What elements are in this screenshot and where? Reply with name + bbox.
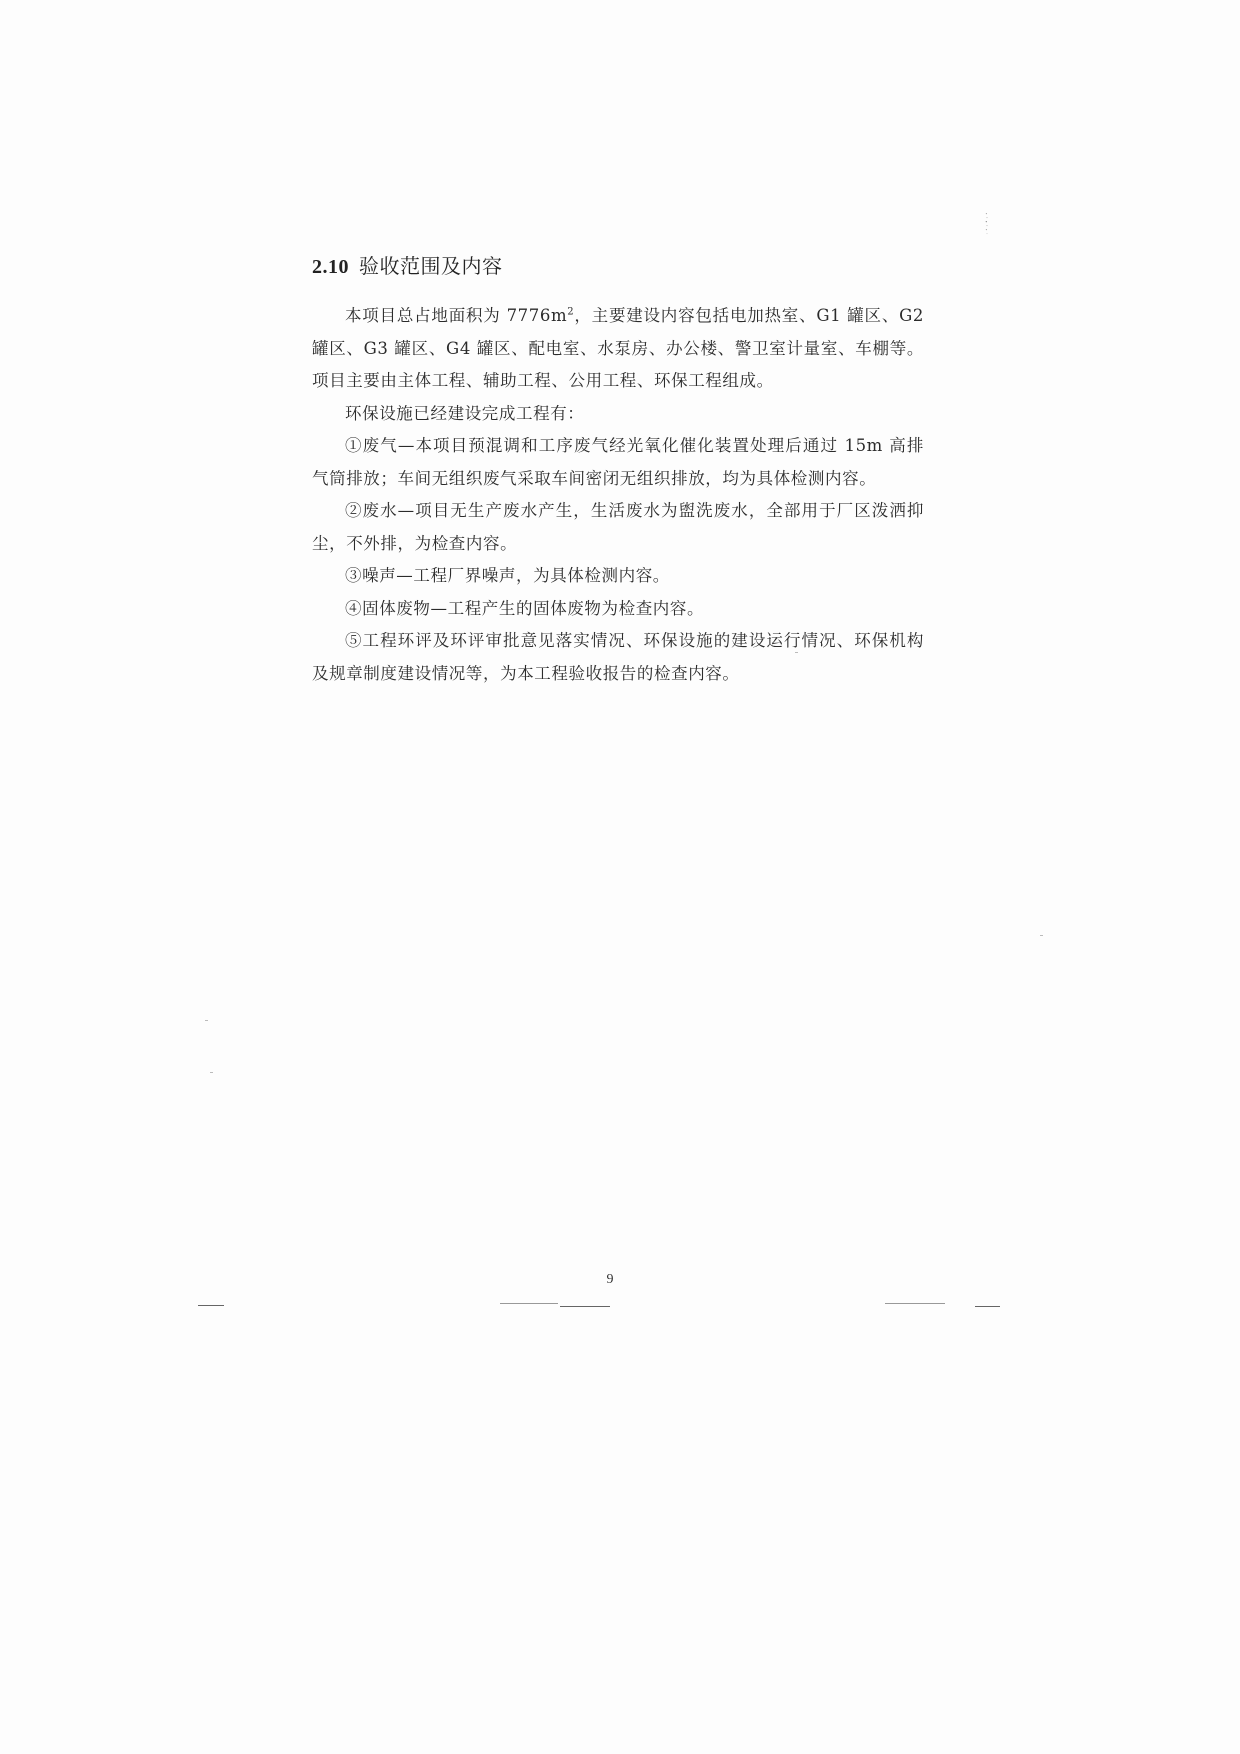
footer-scan-line [885,1303,945,1304]
section-title: 验收范围及内容 [359,254,503,278]
section-heading [312,250,924,282]
scan-speck [205,1020,208,1021]
overview-text-start: 本项目总占地面积为 7776m [345,306,568,325]
scan-edge-mark [985,205,989,245]
footer-scan-line [975,1306,1000,1307]
paragraph-waste-water: ②废水—项目无生产废水产生，生活废水为盥洗废水，全部用于厂区泼洒抑尘，不外排，为检查内容。 [312,501,924,553]
overview-text-end: ，主要建设内容包括电加热室、G1 罐区、G2罐区、G3 罐区、G4 罐区、配电室、水泵房、办公楼、警卫室计量室、车棚等。项目主要由主体工程、辅助工程、公用工程、环保工程组成。 [312,306,924,390]
scan-speck [795,652,798,653]
scan-speck [210,1072,213,1073]
section-number: 2.10 [312,256,349,278]
area-unit-superscript: 2 [567,306,575,318]
paragraph-solid-waste: ④固体废物—工程产生的固体废物为检查内容。 [345,598,705,618]
paragraph-facilities-intro: 环保设施已经建设完成工程有： [345,403,585,423]
main-content [312,250,924,690]
paragraph-overview [312,300,924,398]
footer-scan-line [198,1305,224,1306]
paragraph-noise: ③噪声—工程厂界噪声，为具体检测内容。 [345,566,670,585]
footer-scan-line [560,1306,610,1307]
scan-speck [1040,935,1043,936]
paragraph-inspection: ⑤工程环评及环评审批意见落实情况、环保设施的建设运行情况、环保机构及规章制度建设情况等，为本工程验收报告的检查内容。 [312,631,924,683]
footer-scan-line [500,1303,558,1304]
paragraph-waste-gas: ①废气—本项目预混调和工序废气经光氧化催化装置处理后通过 15m 高排气筒排放；车间无组织废气采取车间密闭无组织排放，均为具体检测内容。 [312,436,924,488]
page-number: 9 [606,1272,614,1287]
